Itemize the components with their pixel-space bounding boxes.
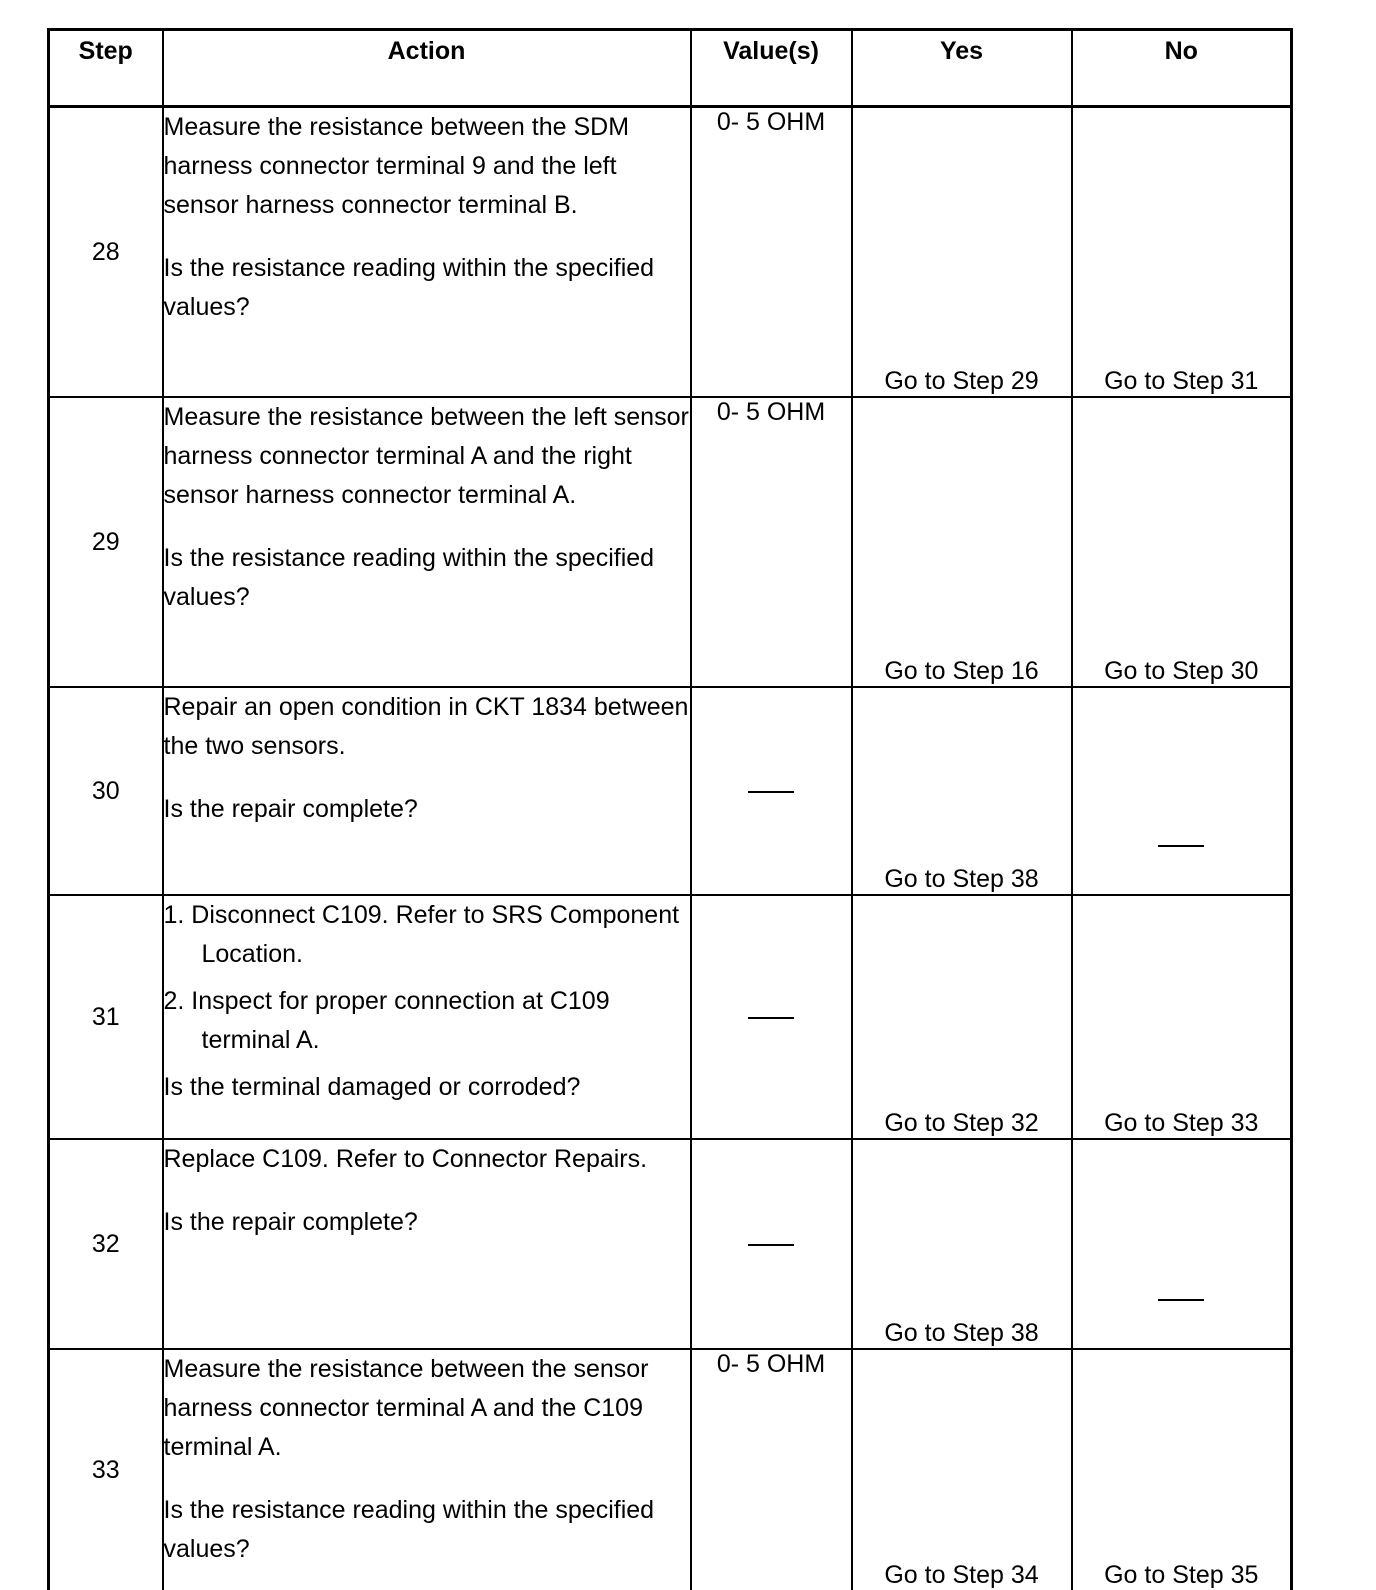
table-row [49, 687, 1292, 895]
action-text: Measure the resistance between the left sensor harness connector terminal A and the right sensor harness connector terminal A. [163, 403, 689, 509]
no-cell-empty [1072, 687, 1292, 895]
header-no: No [1072, 30, 1292, 107]
table-header-row [49, 30, 1292, 107]
table-row [49, 107, 1292, 398]
table-row [49, 397, 1292, 687]
value-cell: 0- 5 OHM [691, 397, 852, 687]
yes-cell: Go to Step 38 [852, 687, 1072, 895]
empty-value-dash [1158, 845, 1204, 847]
header-step: Step [49, 30, 163, 107]
no-cell: Go to Step 33 [1072, 895, 1292, 1139]
header-action: Action [163, 30, 691, 107]
empty-value-dash [748, 1017, 794, 1019]
action-list-item: 1. Disconnect C109. Refer to SRS Component Location. [163, 901, 680, 968]
no-cell: Go to Step 30 [1072, 397, 1292, 687]
empty-value-dash [748, 791, 794, 793]
value-cell: 0- 5 OHM [691, 1349, 852, 1590]
step-number: 33 [49, 1349, 163, 1590]
yes-cell: Go to Step 34 [852, 1349, 1072, 1590]
yes-cell: Go to Step 38 [852, 1139, 1072, 1349]
table-row [49, 895, 1292, 1139]
action-text: Replace C109. Refer to Connector Repairs. [163, 1145, 648, 1173]
table-row [49, 1139, 1292, 1349]
action-question: Is the resistance reading within the specified values? [163, 254, 655, 321]
header-yes: Yes [852, 30, 1072, 107]
action-text: Measure the resistance between the sensor harness connector terminal A and the C109 terminal A. [163, 1355, 649, 1461]
yes-cell: Go to Step 29 [852, 107, 1072, 398]
header-values: Value(s) [691, 30, 852, 107]
step-number: 30 [49, 687, 163, 895]
action-text: Measure the resistance between the SDM harness connector terminal 9 and the left sensor harness connector terminal B. [163, 113, 630, 219]
diagnostic-table [47, 28, 1293, 1590]
action-text: Repair an open condition in CKT 1834 between the two sensors. [163, 693, 689, 760]
table-row [49, 1349, 1292, 1590]
yes-cell: Go to Step 16 [852, 397, 1072, 687]
no-cell: Go to Step 35 [1072, 1349, 1292, 1590]
no-cell: Go to Step 31 [1072, 107, 1292, 398]
action-cell [163, 107, 691, 398]
action-question: Is the repair complete? [163, 795, 418, 823]
value-cell: 0- 5 OHM [691, 107, 852, 398]
step-number: 32 [49, 1139, 163, 1349]
value-cell-empty [691, 687, 852, 895]
step-number: 28 [49, 107, 163, 398]
action-cell [163, 687, 691, 895]
no-cell-empty [1072, 1139, 1292, 1349]
step-number: 29 [49, 397, 163, 687]
action-question: Is the resistance reading within the specified values? [163, 544, 655, 611]
action-cell [163, 1139, 691, 1349]
action-cell [163, 397, 691, 687]
diagnostic-table-page [47, 28, 1290, 1590]
empty-value-dash [1158, 1299, 1204, 1301]
value-cell-empty [691, 895, 852, 1139]
action-question: Is the resistance reading within the specified values? [163, 1496, 655, 1563]
action-question: Is the repair complete? [163, 1208, 418, 1236]
yes-cell: Go to Step 32 [852, 895, 1072, 1139]
action-question: Is the terminal damaged or corroded? [163, 1073, 581, 1101]
empty-value-dash [748, 1244, 794, 1246]
step-number: 31 [49, 895, 163, 1139]
value-cell-empty [691, 1139, 852, 1349]
action-list-item: 2. Inspect for proper connection at C109 terminal A. [163, 987, 610, 1054]
action-cell [163, 1349, 691, 1590]
action-cell [163, 895, 691, 1139]
